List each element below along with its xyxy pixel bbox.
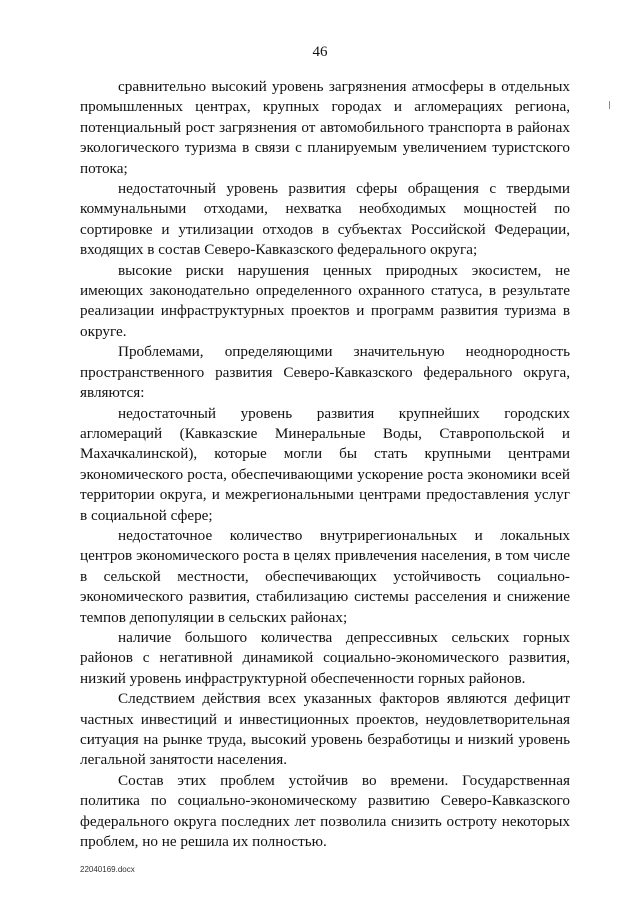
paragraph-4: Проблемами, определяющими значительную неоднородность пространственного развития Северо-Кавказского федерального округа, являются: (80, 343, 570, 402)
page-number: 46 (312, 44, 328, 60)
paragraph-5: недостаточный уровень развития крупнейших городских агломераций (Кавказские Минеральные Воды, Ставропольской и Махачкалинской), которые могли бы стать крупными центрами экономического роста, обеспечивающими ускорение роста экономики всей территории округа, и межрегиональными центрами предоставления услуг в социальной сфере; (80, 404, 570, 524)
paragraph-3: высокие риски нарушения ценных природных экосистем, не имеющих законодательно определенного охранного статуса, в результате реализации инфраструктурных проектов и программ развития туризма в округе. (80, 261, 570, 340)
paragraph-6: недостаточное количество внутрирегиональных и локальных центров экономического роста в целях привлечения населения, в том числе в сельской местности, обеспечивающих устойчивость социально-экономического развития, стабилизацию системы расселения и снижение темпов депопуляции в сельских районах; (80, 526, 570, 626)
paragraph-9: Состав этих проблем устойчив во времени. Государственная политика по социально-экономическому развитию Северо-Кавказского федерального округа последних лет позволила снизить остроту некоторых проблем, но не решила их полностью. (80, 771, 570, 851)
paragraph-1: сравнительно высокий уровень загрязнения атмосферы в отдельных промышленных центрах, крупных городах и агломерациях региона, потенциальный рост загрязнения от автомобильного транспорта в районах экологического туризма в связи с планируемым увеличением туристского потока; (80, 78, 570, 177)
footer-filename: 22040169.docx (80, 865, 135, 874)
paragraph-2: недостаточный уровень развития сферы обращения с твердыми коммунальными отходами, нехватка необходимых мощностей по сортировке и утилизации отходов в субъектах Российской Федерации, входящих в состав Северо-Кавказского федерального округа; (80, 180, 570, 259)
document-body (80, 77, 570, 852)
paragraph-7: наличие большого количества депрессивных сельских горных районов с негативной динамикой социально-экономического развития, низкий уровень инфраструктурной обеспеченности горных районов. (80, 628, 570, 687)
paragraph-8: Следствием действия всех указанных факторов являются дефицит частных инвестиций и инвестиционных проектов, неудовлетворительная ситуация на рынке труда, высокий уровень безработицы и низкий уровень легальной занятости населения. (80, 690, 570, 769)
margin-mark (609, 101, 610, 109)
